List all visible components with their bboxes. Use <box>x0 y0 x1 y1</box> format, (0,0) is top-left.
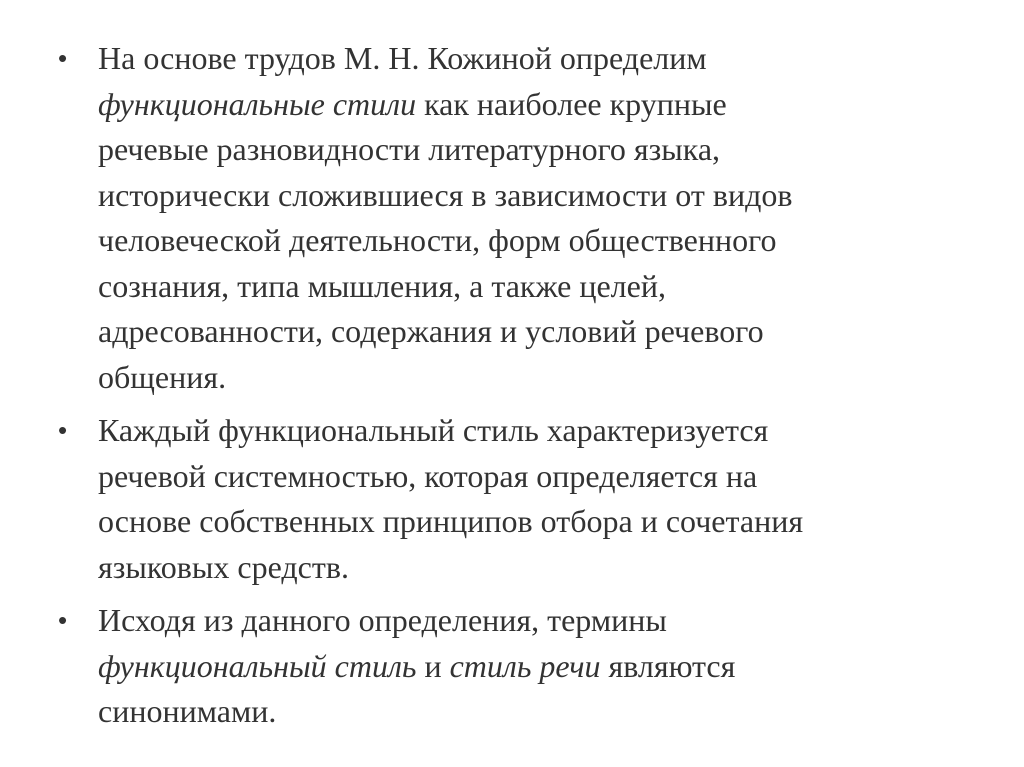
text-segment: языковых средств. <box>98 548 349 585</box>
text-line <box>98 545 958 591</box>
text-segment: человеческой деятельности, форм общественного <box>98 222 777 258</box>
bullet-item-2 <box>58 408 958 590</box>
text-segment: и <box>416 647 450 684</box>
text-line <box>98 408 958 454</box>
text-line <box>98 689 958 735</box>
text-line <box>98 598 958 644</box>
bullet-icon: • <box>58 415 68 445</box>
text-segment: основе собственных принципов отбора и сочетания <box>98 503 804 539</box>
text-segment: речевые разновидности литературного языка, <box>98 131 721 167</box>
text-segment: Исходя из данного определения, термины <box>98 602 667 638</box>
text-segment: адресованности, содержания и условий речевого <box>98 313 764 349</box>
text-line <box>98 309 958 355</box>
text-line <box>98 127 958 173</box>
text-line <box>98 218 958 264</box>
italic-term: функциональный стиль <box>98 647 417 684</box>
text-segment: исторически сложившиеся в зависимости от видов <box>98 176 793 213</box>
text-segment: являются <box>600 647 736 684</box>
bullet-list <box>58 36 958 735</box>
text-segment: Каждый функциональный стиль характеризуется <box>98 412 769 448</box>
text-segment: общения. <box>98 358 227 395</box>
text-segment: синонимами. <box>98 693 277 729</box>
text-line <box>98 499 958 545</box>
bullet-item-1 <box>58 36 958 400</box>
text-segment: как наиболее крупные <box>416 85 727 122</box>
text-line <box>98 264 958 310</box>
bullet-item-3 <box>58 598 958 735</box>
italic-term: стиль речи <box>449 647 601 684</box>
text-line <box>98 82 958 128</box>
italic-term: функциональные стили <box>98 85 417 122</box>
text-line <box>98 355 958 401</box>
text-segment: На основе трудов М. Н. Кожиной определим <box>98 40 707 76</box>
text-line <box>98 454 958 500</box>
text-line <box>98 36 958 82</box>
bullet-icon: • <box>58 605 68 635</box>
text-segment: сознания, типа мышления, а также целей, <box>98 267 666 304</box>
text-line <box>98 644 958 690</box>
bullet-icon: • <box>58 43 68 73</box>
text-segment: речевой системностью, которая определяется на <box>98 457 758 494</box>
text-line <box>98 173 958 219</box>
